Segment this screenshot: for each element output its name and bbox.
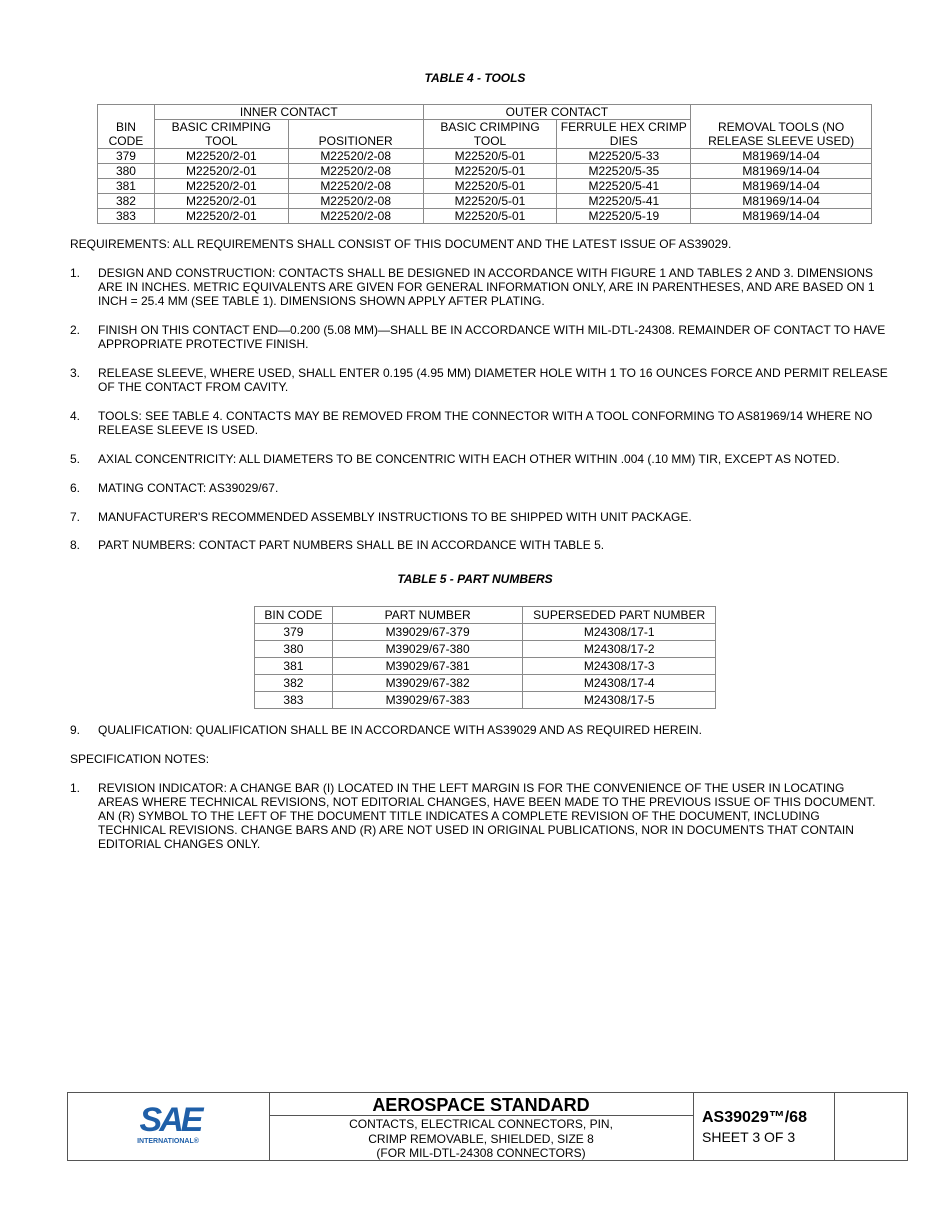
inner-contact-header: INNER CONTACT bbox=[154, 105, 423, 120]
svg-text:SAE: SAE bbox=[139, 1101, 201, 1139]
bin-code-header: BIN CODE bbox=[255, 607, 333, 624]
table-cell: M39029/67-380 bbox=[332, 641, 523, 658]
table-cell: 383 bbox=[98, 209, 155, 224]
title-divider bbox=[269, 1115, 693, 1116]
table-cell: 382 bbox=[255, 675, 333, 692]
outer-contact-header: OUTER CONTACT bbox=[423, 105, 691, 120]
table-cell: M22520/2-08 bbox=[288, 164, 423, 179]
title-cell bbox=[269, 1093, 694, 1160]
table-cell: M81969/14-04 bbox=[691, 149, 872, 164]
requirement-concentricity: AXIAL CONCENTRICITY: ALL DIAMETERS TO BE CONCENTRIC WITH EACH OTHER WITHIN .004 (.10 MM) TIR, EXCEPT AS NOTED. bbox=[98, 452, 840, 466]
tools-table-row bbox=[98, 179, 872, 194]
requirement-number: 4. bbox=[70, 409, 81, 423]
table-cell: 383 bbox=[255, 692, 333, 709]
description-line: CRIMP REMOVABLE, SHIELDED, SIZE 8 bbox=[368, 1131, 594, 1146]
table4-caption: TABLE 4 - TOOLS bbox=[424, 71, 526, 85]
table-cell: M22520/5-19 bbox=[557, 209, 691, 224]
tools-table bbox=[97, 104, 872, 224]
doc-number-cell bbox=[694, 1093, 835, 1160]
superseded-part-number-header: SUPERSEDED PART NUMBER bbox=[523, 607, 716, 624]
part-numbers-table-row bbox=[255, 641, 716, 658]
table-cell: M22520/5-01 bbox=[423, 179, 557, 194]
table-cell: M81969/14-04 bbox=[691, 164, 872, 179]
part-numbers-table-row bbox=[255, 624, 716, 641]
outer-basic-crimping-header: BASIC CRIMPING TOOL bbox=[423, 120, 557, 149]
table-cell: M22520/2-08 bbox=[288, 149, 423, 164]
table-cell: 379 bbox=[98, 149, 155, 164]
description-line: (FOR MIL-DTL-24308 CONNECTORS) bbox=[376, 1146, 586, 1160]
requirement-design: DESIGN AND CONSTRUCTION: CONTACTS SHALL BE DESIGNED IN ACCORDANCE WITH FIGURE 1 AND TABLES 2 AND 3. DIMENSIONS ARE IN INCHES. METRIC EQUIVALENTS ARE GIVEN FOR GENERAL INFORMATION ONLY, ARE IN PARENTHESES, AND ARE BASED ON 1 INCH = 25.4 MM (SEE TABLE 1). DIMENSIONS SHOWN APPLY AFTER PLATING. bbox=[98, 266, 875, 308]
logo-cell bbox=[68, 1093, 270, 1160]
part-numbers-table bbox=[254, 606, 716, 709]
requirement-number: 3. bbox=[70, 366, 81, 380]
spec-notes-heading: SPECIFICATION NOTES: bbox=[70, 752, 210, 766]
requirements-intro: REQUIREMENTS: ALL REQUIREMENTS SHALL CONSIST OF THIS DOCUMENT AND THE LATEST ISSUE OF AS39029. bbox=[70, 237, 732, 251]
table-cell: M22520/5-41 bbox=[557, 179, 691, 194]
table-cell: M39029/67-381 bbox=[332, 658, 523, 675]
sae-logo bbox=[134, 1099, 206, 1152]
removal-tools-header: REMOVAL TOOLS (NO RELEASE SLEEVE USED) bbox=[691, 105, 872, 149]
inner-basic-crimping-header: BASIC CRIMPING TOOL bbox=[154, 120, 288, 149]
standard-title: AEROSPACE STANDARD bbox=[372, 1095, 590, 1115]
table-cell: 382 bbox=[98, 194, 155, 209]
part-number-header: PART NUMBER bbox=[332, 607, 523, 624]
document-number: AS39029™/68 bbox=[702, 1109, 807, 1126]
table-cell: M22520/2-01 bbox=[154, 194, 288, 209]
table-cell: M39029/67-383 bbox=[332, 692, 523, 709]
table-cell: M24308/17-1 bbox=[523, 624, 716, 641]
requirement-number: 9. bbox=[70, 723, 81, 737]
table5-caption: TABLE 5 - PART NUMBERS bbox=[397, 572, 553, 586]
requirement-mating-contact: MATING CONTACT: AS39029/67. bbox=[98, 481, 279, 495]
part-numbers-table-row bbox=[255, 658, 716, 675]
requirement-finish: FINISH ON THIS CONTACT END—0.200 (5.08 MM)—SHALL BE IN ACCORDANCE WITH MIL-DTL-24308. REMAINDER OF CONTACT TO HAVE APPROPRIATE PROTECTIVE FINISH. bbox=[98, 323, 886, 351]
requirement-number: 2. bbox=[70, 323, 81, 337]
table-cell: M24308/17-3 bbox=[523, 658, 716, 675]
tools-table-row bbox=[98, 149, 872, 164]
ferrule-dies-header: FERRULE HEX CRIMP DIES bbox=[557, 120, 691, 149]
table-cell: 380 bbox=[98, 164, 155, 179]
sheet-number: SHEET 3 OF 3 bbox=[702, 1129, 796, 1145]
spec-note-number: 1. bbox=[70, 781, 81, 795]
table-cell: 379 bbox=[255, 624, 333, 641]
table-cell: 381 bbox=[255, 658, 333, 675]
table-cell: M81969/14-04 bbox=[691, 179, 872, 194]
description-line: CONTACTS, ELECTRICAL CONNECTORS, PIN, bbox=[349, 1117, 613, 1131]
requirement-release-sleeve: RELEASE SLEEVE, WHERE USED, SHALL ENTER 0.195 (4.95 MM) DIAMETER HOLE WITH 1 TO 16 OUNCES FORCE AND PERMIT RELEASE OF THE CONTACT FROM CAVITY. bbox=[98, 366, 888, 394]
table-cell: M24308/17-2 bbox=[523, 641, 716, 658]
svg-text:INTERNATIONAL®: INTERNATIONAL® bbox=[137, 1138, 199, 1145]
table-cell: M81969/14-04 bbox=[691, 194, 872, 209]
positioner-header: POSITIONER bbox=[288, 120, 423, 149]
tools-table-row bbox=[98, 209, 872, 224]
table-cell: M22520/2-01 bbox=[154, 209, 288, 224]
requirement-part-numbers: PART NUMBERS: CONTACT PART NUMBERS SHALL BE IN ACCORDANCE WITH TABLE 5. bbox=[98, 538, 605, 552]
requirement-assembly: MANUFACTURER'S RECOMMENDED ASSEMBLY INSTRUCTIONS TO BE SHIPPED WITH UNIT PACKAGE. bbox=[98, 510, 692, 524]
document-description bbox=[269, 1117, 693, 1161]
table-cell: M22520/5-01 bbox=[423, 209, 557, 224]
requirement-number: 5. bbox=[70, 452, 81, 466]
table-cell: M81969/14-04 bbox=[691, 209, 872, 224]
tools-table-row bbox=[98, 194, 872, 209]
table-cell: M22520/2-01 bbox=[154, 179, 288, 194]
part-numbers-table-row bbox=[255, 692, 716, 709]
table-cell: M22520/5-33 bbox=[557, 149, 691, 164]
part-numbers-table-row bbox=[255, 675, 716, 692]
blank-cell bbox=[835, 1093, 907, 1160]
table-cell: M22520/5-01 bbox=[423, 194, 557, 209]
requirement-tools: TOOLS: SEE TABLE 4. CONTACTS MAY BE REMOVED FROM THE CONNECTOR WITH A TOOL CONFORMING TO AS81969/14 WHERE NO RELEASE SLEEVE IS USED. bbox=[98, 409, 873, 437]
table-cell: M39029/67-379 bbox=[332, 624, 523, 641]
table-cell: M22520/5-01 bbox=[423, 149, 557, 164]
table-cell: 380 bbox=[255, 641, 333, 658]
table-cell: M22520/2-08 bbox=[288, 179, 423, 194]
table-cell: M22520/2-08 bbox=[288, 194, 423, 209]
table-cell: M22520/2-01 bbox=[154, 164, 288, 179]
table-cell: M22520/2-08 bbox=[288, 209, 423, 224]
table-cell: 381 bbox=[98, 179, 155, 194]
table-cell: M22520/2-01 bbox=[154, 149, 288, 164]
tools-table-row bbox=[98, 164, 872, 179]
spec-note-revision-indicator: REVISION INDICATOR: A CHANGE BAR (I) LOCATED IN THE LEFT MARGIN IS FOR THE CONVENIENCE OF THE USER IN LOCATING AREAS WHERE TECHNICAL REVISIONS, NOT EDITORIAL CHANGES, HAVE BEEN MADE TO THE PREVIOUS ISSUE OF THIS DOCUMENT. AN (R) SYMBOL TO THE LEFT OF THE DOCUMENT TITLE INDICATES A COMPLETE REVISION OF THE DOCUMENT, INCLUDING TECHNICAL REVISIONS. CHANGE BARS AND (R) ARE NOT USED IN ORIGINAL PUBLICATIONS, NOR IN DOCUMENTS THAT CONTAIN EDITORIAL CHANGES ONLY. bbox=[98, 781, 876, 851]
sae-logo-icon bbox=[134, 1099, 206, 1149]
requirement-number: 6. bbox=[70, 481, 81, 495]
table-cell: M22520/5-35 bbox=[557, 164, 691, 179]
table-cell: M22520/5-01 bbox=[423, 164, 557, 179]
table-cell: M39029/67-382 bbox=[332, 675, 523, 692]
requirement-number: 1. bbox=[70, 266, 81, 280]
table-cell: M22520/5-41 bbox=[557, 194, 691, 209]
requirement-number: 7. bbox=[70, 510, 81, 524]
table-cell: M24308/17-4 bbox=[523, 675, 716, 692]
bin-code-header: BIN CODE bbox=[98, 105, 155, 149]
table-cell: M24308/17-5 bbox=[523, 692, 716, 709]
requirement-number: 8. bbox=[70, 538, 81, 552]
requirement-qualification: QUALIFICATION: QUALIFICATION SHALL BE IN ACCORDANCE WITH AS39029 AND AS REQUIRED HEREIN. bbox=[98, 723, 702, 737]
title-block bbox=[67, 1092, 908, 1161]
